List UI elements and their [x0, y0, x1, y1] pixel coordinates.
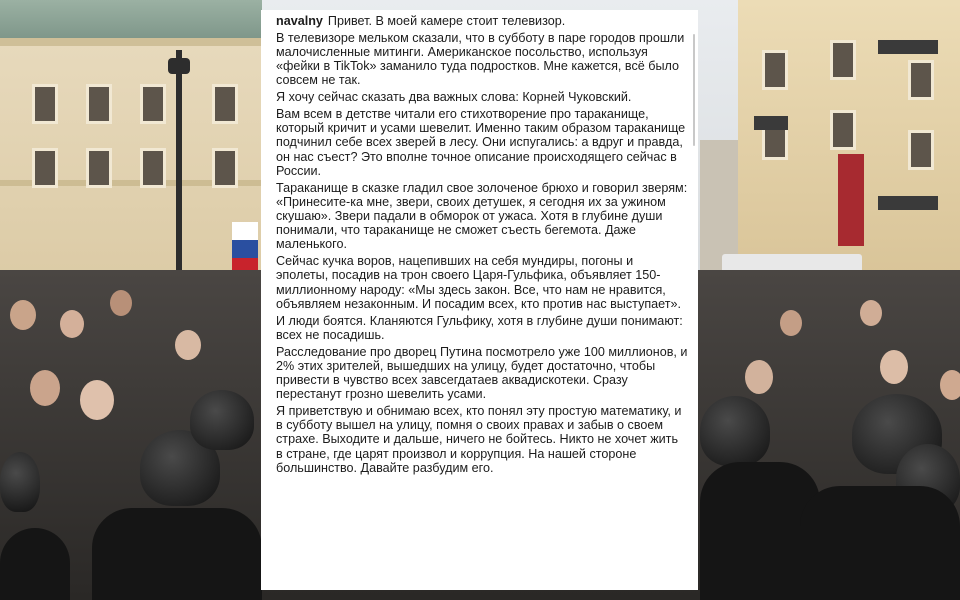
building-left — [0, 0, 262, 280]
caption-panel — [261, 10, 698, 590]
caption-paragraph-5: Тараканище в сказке гладил свое золоченое брюхо и говорил зверям: «Принесите-ка мне, звери, своих детушек, я сегодня их за ужином скушаю». Звери падали в обморок от ужаса. Хотя в глубине души понимали, что тараканище не сможет съесть бегемота. Даже маленького. — [276, 180, 688, 252]
caption-scrollbar[interactable] — [693, 34, 695, 146]
street-lamp — [176, 50, 182, 280]
caption-paragraph-8: Расследование про дворец Путина посмотрело уже 100 миллионов, и 2% этих зрителей, вышедших на улицу, будет достаточно, чтобы привести в чувство всех завсегдатаев аквадискотеки. Сразу перестанут грозно шевелить усами. — [276, 344, 688, 402]
caption-paragraph-2: В телевизоре мельком сказали, что в субботу в паре городов прошли малочисленные митинги. Американское посольство, используя «фейки в TikTok» заманило туда подростков. Мне кажется, всё было совсем не так. — [276, 30, 685, 88]
russian-flag-icon — [232, 222, 258, 276]
caption-paragraph-7: И люди боятся. Кланяются Гульфику, хотя в глубине души понимают: всех не посадишь. — [276, 313, 683, 342]
street-lamp-head — [168, 58, 190, 74]
caption-text: Привет. В моей камере стоит телевизор. — [327, 14, 566, 28]
building-right — [738, 0, 960, 290]
username[interactable]: navalny — [276, 14, 323, 28]
caption-paragraph-6: Сейчас кучка воров, нацепивших на себя мундиры, погоны и эполеты, посадив на трон своего Царя-Гульфика, объявляет 150-миллионному народу: «Мы здесь закон. Все, что нам не нравится, объявляем незаконным. И посадим всех, кто против нас выступает». — [276, 254, 682, 311]
caption-paragraph-9: Я приветствую и обнимаю всех, кто понял эту простую математику, и в субботу вышел на улицу, помня о своих правах и забыв о своем страхе. Выходите и дальше, ничего не бойтесь. Никто не хочет жить в стране, где царят произвол и коррупция. На нашей стороне большинство. Давайте разбудим его. — [276, 404, 682, 475]
caption-paragraph-3: Я хочу сейчас сказать два важных слова: Корней Чуковский. — [276, 90, 632, 105]
caption-paragraph-4: Вам всем в детстве читали его стихотворение про тараканище, который кричит и усами шевелит. Именно таким образом тараканище подчинил себе всех зверей в лесу. Они испугались: а вдруг и правда, он нас съест? Это вполне точное описание происходящего сейчас в России. — [276, 107, 686, 178]
caption-paragraph-1 — [276, 14, 688, 28]
red-banner — [838, 154, 864, 246]
